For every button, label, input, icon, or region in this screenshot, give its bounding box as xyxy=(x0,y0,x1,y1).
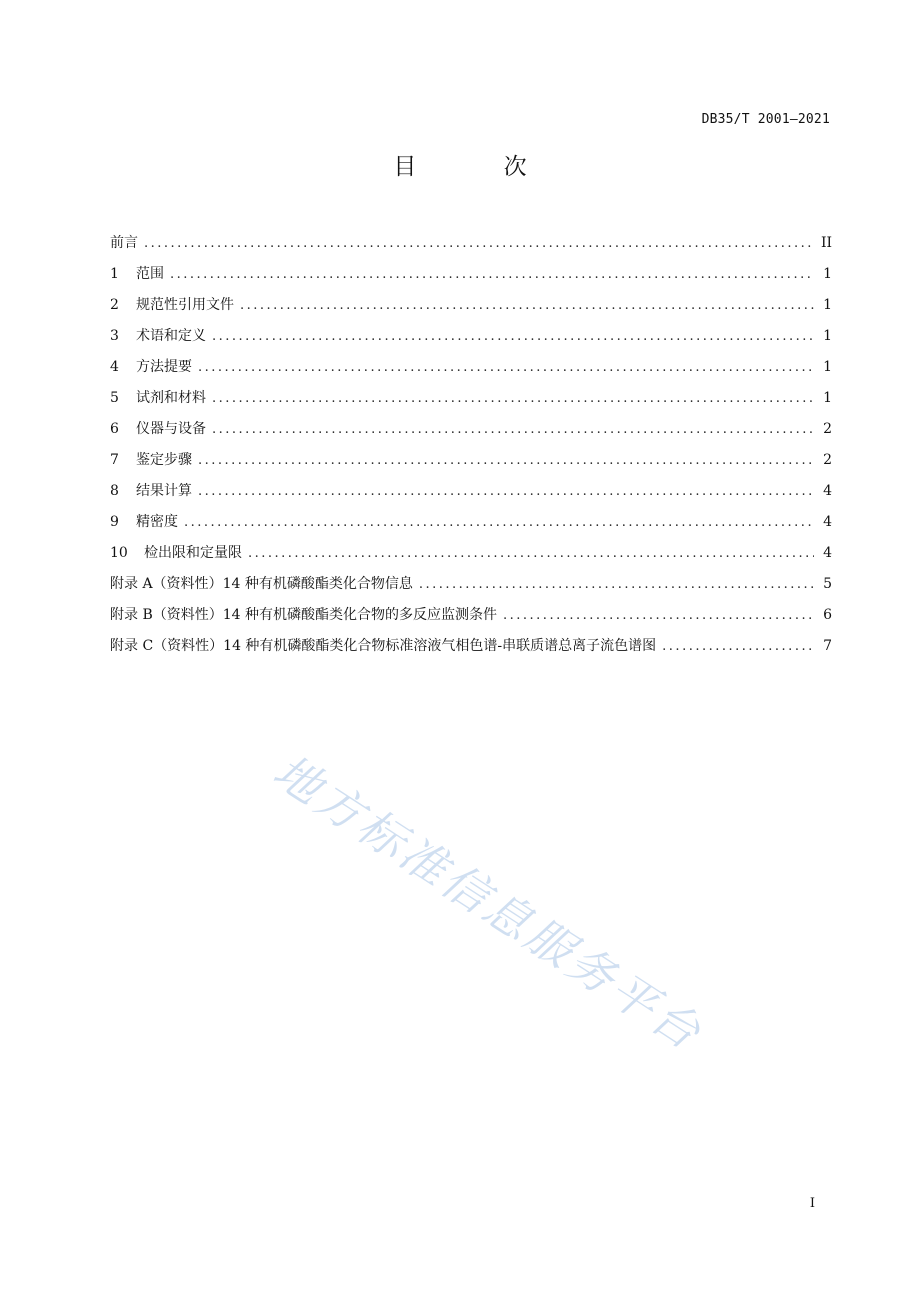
toc-entry-page: 6 xyxy=(823,607,832,623)
toc-entry-reagents[interactable] xyxy=(110,386,832,417)
toc-entry-page: 4 xyxy=(823,545,832,561)
toc-entry-page: 1 xyxy=(823,359,832,375)
toc-entry-appendix-b[interactable] xyxy=(110,603,832,634)
toc-entry-page: II xyxy=(820,235,832,251)
toc-entry-number: 1 xyxy=(110,266,119,282)
toc-entry-title: 精密度 xyxy=(136,514,178,530)
toc-entry-title: 仪器与设备 xyxy=(136,421,206,437)
toc-entry-appendix-c[interactable] xyxy=(110,634,832,665)
toc-leader-dots xyxy=(170,263,814,287)
toc-entry-title: 方法提要 xyxy=(136,359,192,375)
toc-entry-title: 术语和定义 xyxy=(136,328,206,344)
toc-entry-page: 2 xyxy=(823,452,832,468)
document-code: DB35/T 2001—2021 xyxy=(701,112,830,127)
toc-leader-dots xyxy=(184,511,814,535)
toc-leader-dots xyxy=(212,387,814,411)
toc-entry-number: 4 xyxy=(110,359,119,375)
toc-appendix-prefix: 附录 B（资料性） xyxy=(110,607,223,623)
toc-leader-dots xyxy=(144,232,813,256)
toc-entry-foreword[interactable] xyxy=(110,231,832,262)
toc-appendix-prefix: 附录 C（资料性） xyxy=(110,638,224,654)
toc-entry-title: 结果计算 xyxy=(136,483,192,499)
toc-leader-dots xyxy=(419,573,814,597)
toc-entry-title: 范围 xyxy=(136,266,164,282)
toc-entry-page: 1 xyxy=(823,266,832,282)
toc-entry-number: 6 xyxy=(110,421,119,437)
toc-leader-dots xyxy=(198,356,814,380)
toc-entry-terms[interactable] xyxy=(110,324,832,355)
toc-entry-number: 7 xyxy=(110,452,119,468)
page-title: 目 次 xyxy=(393,154,567,180)
toc-entry-page: 2 xyxy=(823,421,832,437)
toc-leader-dots xyxy=(212,418,814,442)
toc-entry-number: 8 xyxy=(110,483,119,499)
toc-entry-number: 2 xyxy=(110,297,119,313)
watermark-text: 地方标准信息服务平台 xyxy=(263,743,713,1062)
toc-leader-dots xyxy=(503,604,814,628)
toc-entry-number: 10 xyxy=(110,545,128,561)
toc-entry-procedure[interactable] xyxy=(110,448,832,479)
table-of-contents xyxy=(110,231,832,665)
toc-entry-page: 1 xyxy=(823,390,832,406)
toc-entry-title: 规范性引用文件 xyxy=(136,297,234,313)
toc-entry-page: 7 xyxy=(823,638,832,654)
toc-entry-page: 4 xyxy=(823,483,832,499)
toc-entry-number: 5 xyxy=(110,390,119,406)
toc-leader-dots xyxy=(212,325,814,349)
toc-leader-dots xyxy=(198,480,814,504)
toc-entry-number: 3 xyxy=(110,328,119,344)
toc-entry-title: 检出限和定量限 xyxy=(144,545,242,561)
toc-entry-instruments[interactable] xyxy=(110,417,832,448)
toc-entry-detection-limits[interactable] xyxy=(110,541,832,572)
toc-entry-scope[interactable] xyxy=(110,262,832,293)
toc-leader-dots xyxy=(240,294,814,318)
toc-entry-precision[interactable] xyxy=(110,510,832,541)
toc-entry-title: 14 种有机磷酸酯类化合物标准溶液气相色谱-串联质谱总离子流色谱图 xyxy=(223,638,657,654)
toc-entry-normative-references[interactable] xyxy=(110,293,832,324)
toc-entry-title: 前言 xyxy=(110,235,138,251)
toc-leader-dots xyxy=(662,635,814,659)
toc-entry-appendix-a[interactable] xyxy=(110,572,832,603)
toc-entry-title: 14 种有机磷酸酯类化合物信息 xyxy=(222,576,413,592)
toc-entry-page: 5 xyxy=(823,576,832,592)
toc-leader-dots xyxy=(198,449,814,473)
page-number: I xyxy=(809,1196,815,1211)
toc-entry-page: 1 xyxy=(823,328,832,344)
toc-entry-page: 4 xyxy=(823,514,832,530)
toc-appendix-prefix: 附录 A（资料性） xyxy=(110,576,223,592)
toc-entry-page: 1 xyxy=(823,297,832,313)
toc-entry-number: 9 xyxy=(110,514,119,530)
toc-entry-title: 14 种有机磷酸酯类化合物的多反应监测条件 xyxy=(222,607,498,623)
toc-entry-method-summary[interactable] xyxy=(110,355,832,386)
toc-entry-title: 试剂和材料 xyxy=(136,390,206,406)
toc-entry-calculation[interactable] xyxy=(110,479,832,510)
toc-leader-dots xyxy=(248,542,814,566)
toc-entry-title: 鉴定步骤 xyxy=(136,452,192,468)
